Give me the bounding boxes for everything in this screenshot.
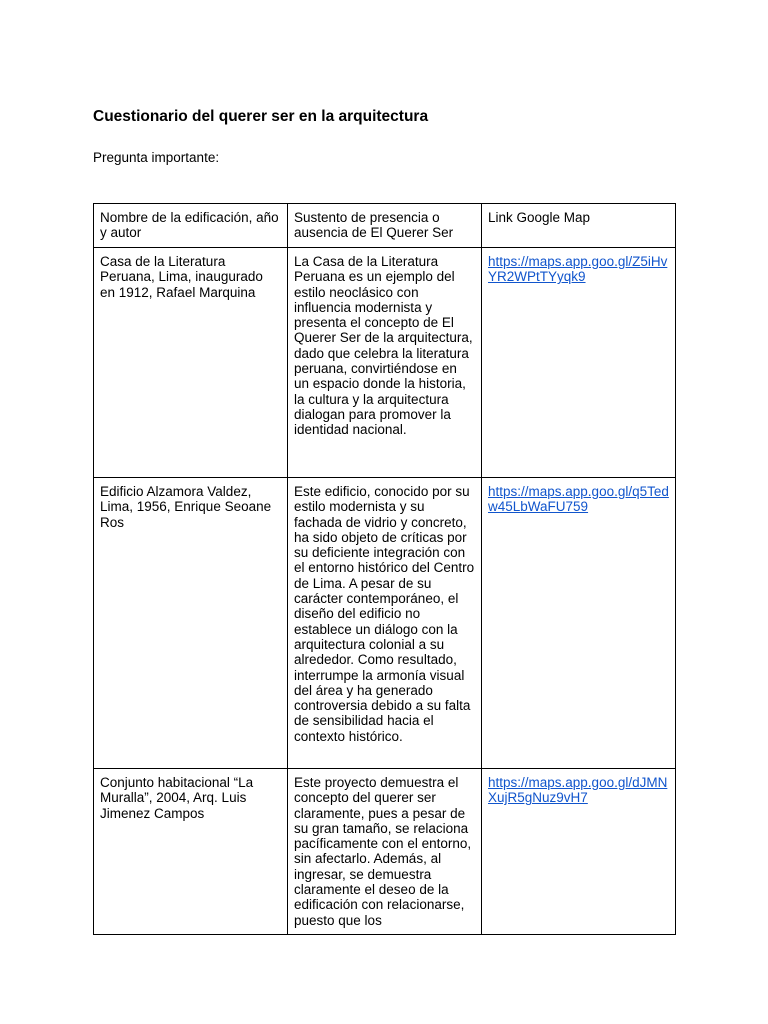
header-cell-link: Link Google Map — [482, 204, 676, 248]
google-map-link[interactable]: https://maps.app.goo.gl/q5Tedw45LbWaFU759 — [488, 484, 669, 515]
support-text-cell: Este edificio, conocido por su estilo modernista y su fachada de vidrio y concreto, ha sido objeto de críticas por su deficiente integración con el entorno histórico del Centro de Lima. A pesar de su carácter contemporáneo, el diseño del edificio no establece un diálogo con la arquitectura colonial a su alrededor. Como resultado, interrumpe la armonía visual del área y ha generado controversia debido a su falta de sensibilidad hacia el contexto histórico. — [288, 478, 482, 769]
support-text-cell: Este proyecto demuestra el concepto del querer ser claramente, pues a pesar de su gran tamaño, se relaciona pacíficamente con el entorno, sin afectarlo. Además, al ingresar, se demuestra claramente el deseo de la edificación con relacionarse, puesto que los — [288, 769, 482, 935]
table-header-row — [94, 204, 676, 248]
table-row — [94, 478, 676, 769]
google-map-link[interactable]: https://maps.app.goo.gl/dJMNXujR5gNuz9vH7 — [488, 775, 668, 806]
link-cell — [482, 478, 676, 769]
page-title: Cuestionario del querer ser en la arquitectura — [93, 108, 429, 125]
header-cell-support: Sustento de presencia o ausencia de El Querer Ser — [288, 204, 482, 248]
building-name-cell: Conjunto habitacional “La Muralla”, 2004, Arq. Luis Jimenez Campos — [94, 769, 288, 935]
google-map-link[interactable]: https://maps.app.goo.gl/Z5iHvYR2WPtTYyqk9 — [488, 254, 668, 285]
header-cell-name: Nombre de la edificación, año y autor — [94, 204, 288, 248]
buildings-table — [93, 203, 676, 935]
table-row — [94, 248, 676, 478]
building-name-cell: Edificio Alzamora Valdez, Lima, 1956, Enrique Seoane Ros — [94, 478, 288, 769]
table-row — [94, 769, 676, 935]
building-name-cell: Casa de la Literatura Peruana, Lima, inaugurado en 1912, Rafael Marquina — [94, 248, 288, 478]
link-cell — [482, 248, 676, 478]
question-label: Pregunta importante: — [93, 150, 220, 165]
link-cell — [482, 769, 676, 935]
support-text-cell: La Casa de la Literatura Peruana es un ejemplo del estilo neoclásico con influencia modernista y presenta el concepto de El Querer Ser de la arquitectura, dado que celebra la literatura peruana, convirtiéndose en un espacio donde la historia, la cultura y la arquitectura dialogan para promover la identidad nacional. — [288, 248, 482, 478]
